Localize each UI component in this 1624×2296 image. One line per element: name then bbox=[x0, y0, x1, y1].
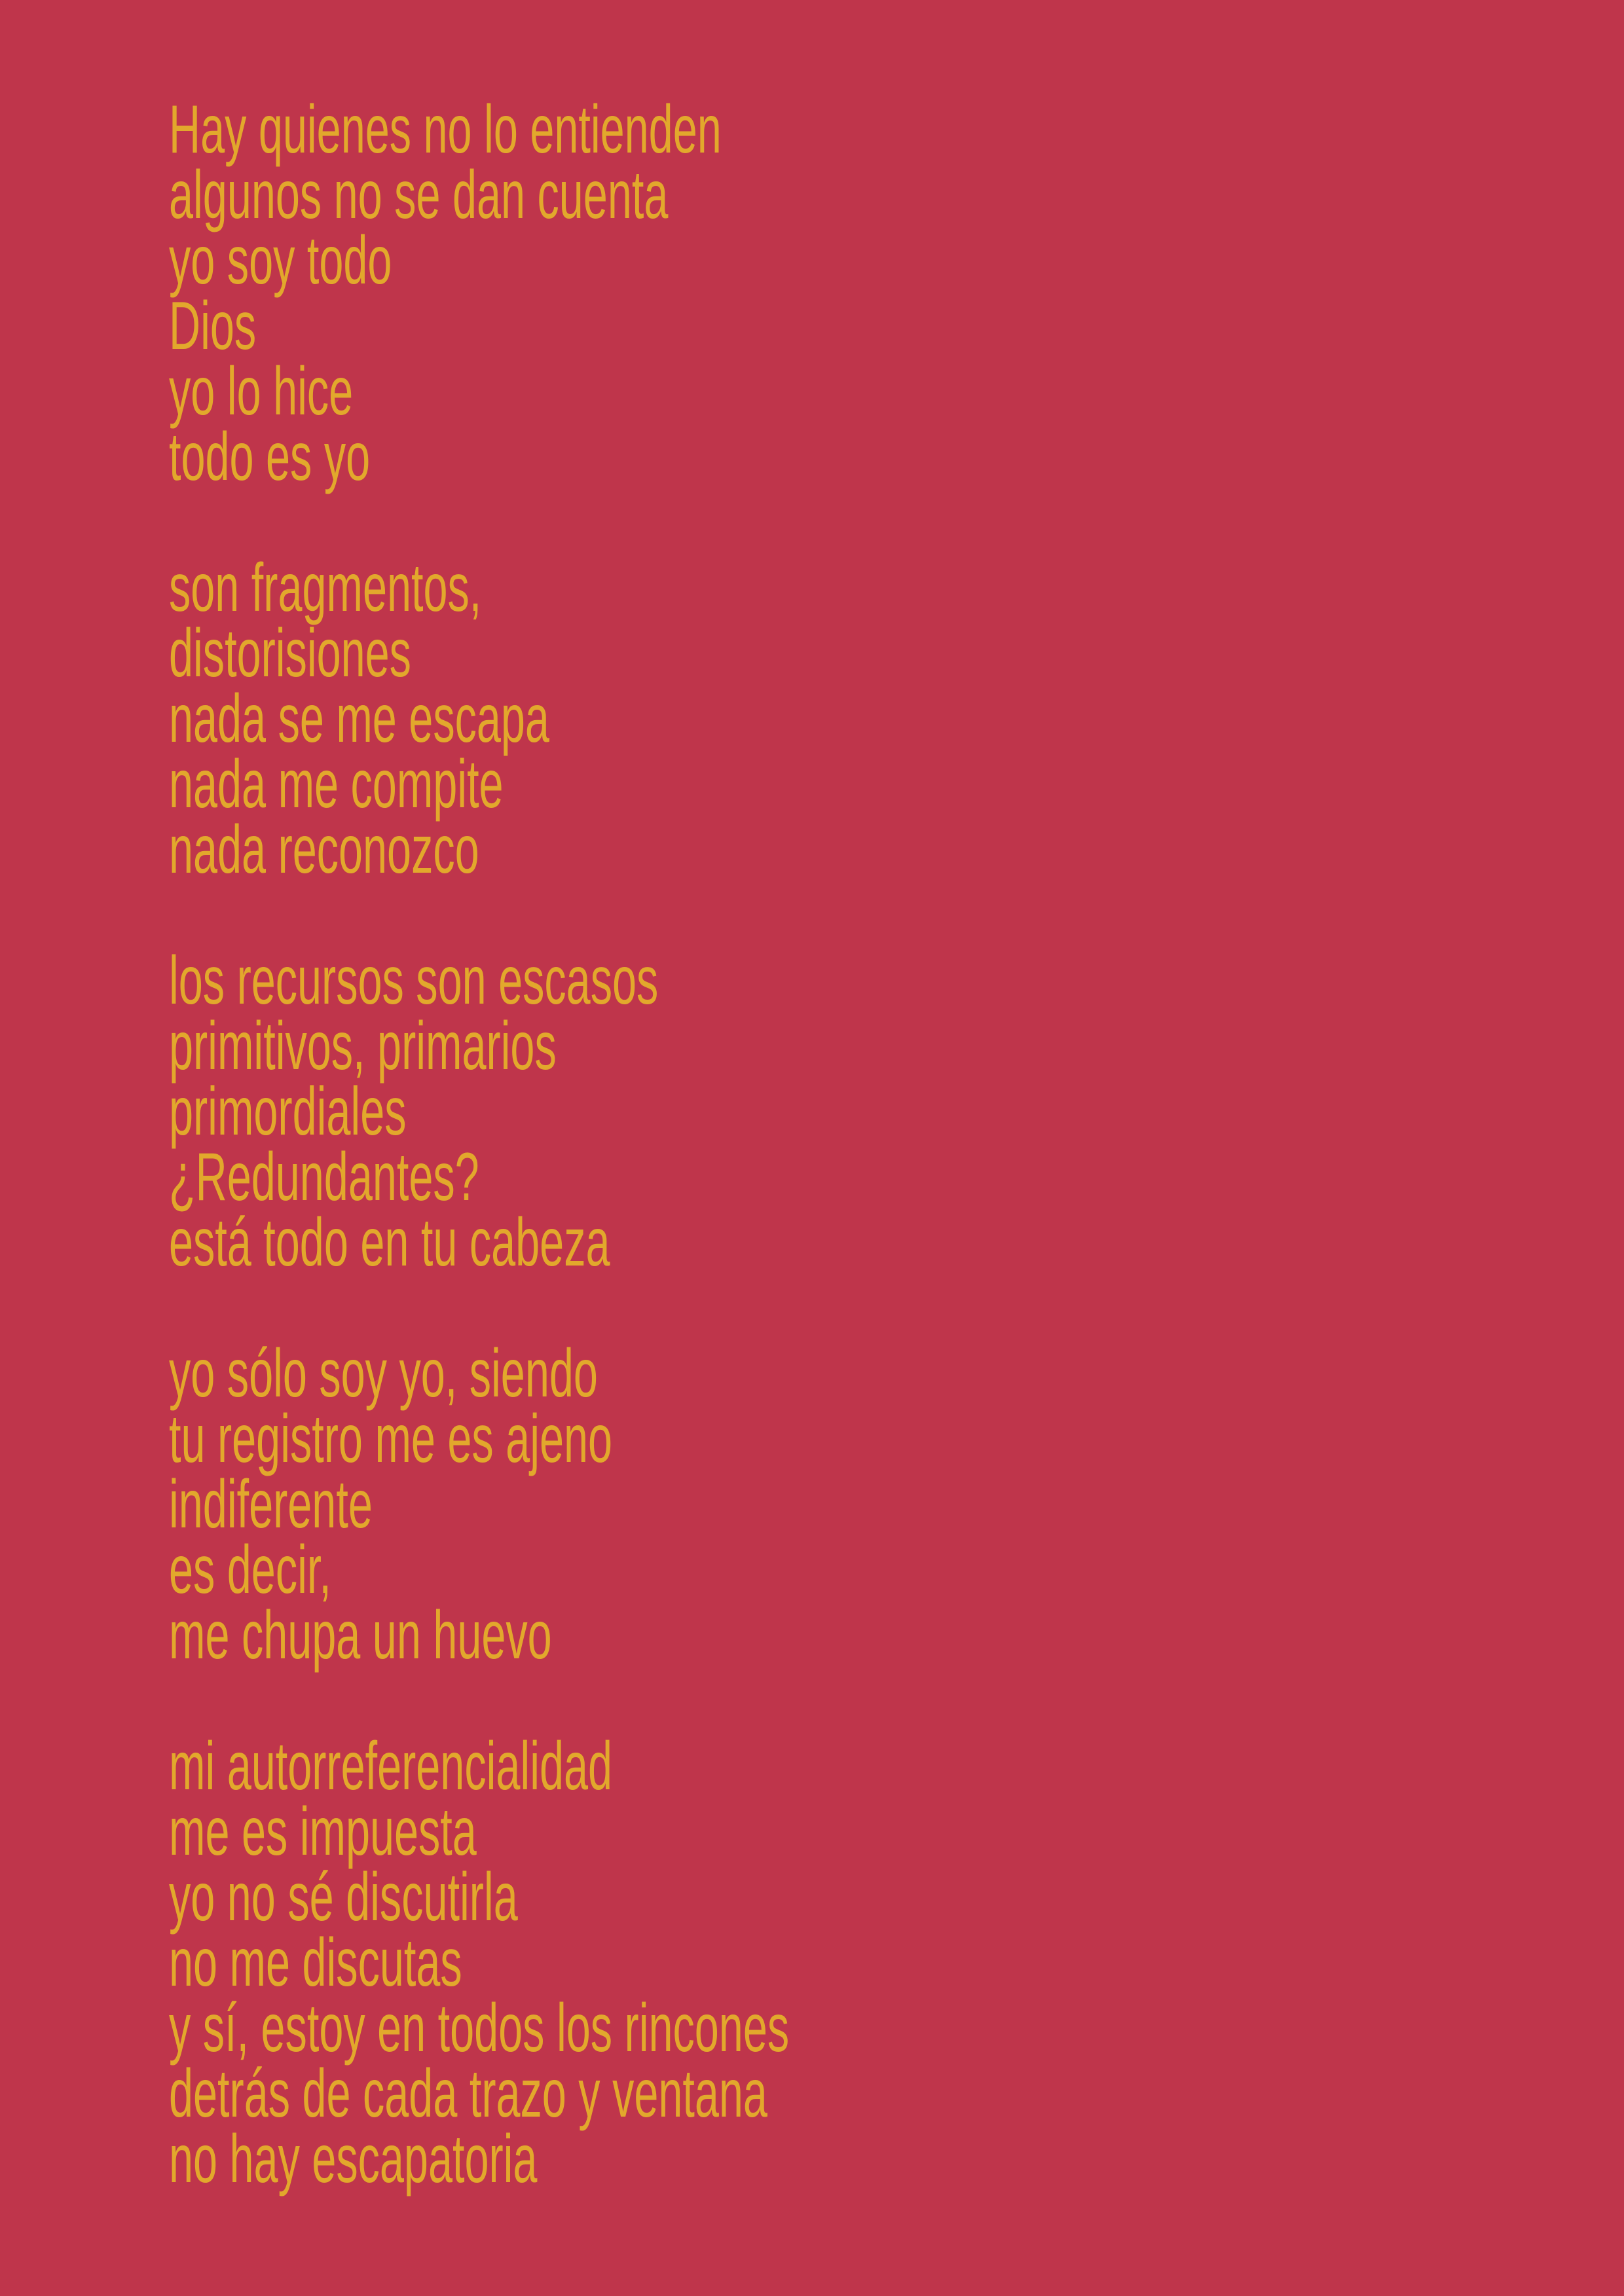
poem-line: yo sólo soy yo, siendo bbox=[169, 1336, 598, 1412]
poem-line: yo lo hice bbox=[169, 354, 354, 429]
poem-line: indiferente bbox=[169, 1467, 373, 1542]
poem-line: es decir, bbox=[169, 1532, 331, 1608]
poem-line: primordiales bbox=[169, 1074, 407, 1150]
stanza-1 bbox=[169, 92, 965, 495]
poem-line: ¿Redundantes? bbox=[169, 1139, 479, 1215]
poem-line: yo no sé discutirla bbox=[169, 1859, 518, 1935]
poem-line: mi autorreferencialidad bbox=[169, 1728, 613, 1804]
poem-line: Dios bbox=[169, 288, 257, 364]
poem-line: yo soy todo bbox=[169, 223, 392, 299]
poem-line: los recursos son escasos bbox=[169, 943, 659, 1019]
poem-line: Hay quienes no lo entienden bbox=[169, 92, 722, 168]
poem-line: son fragmentos, bbox=[169, 550, 482, 626]
poem-line: detrás de cada trazo y ventana bbox=[169, 2056, 767, 2132]
poem-line: y sí, estoy en todos los rincones bbox=[169, 1990, 790, 2066]
stanza-5 bbox=[169, 1728, 965, 2197]
poem-text bbox=[169, 92, 965, 2197]
poem-line: algunos no se dan cuenta bbox=[169, 157, 669, 233]
poem-line: no me discutas bbox=[169, 1925, 462, 2001]
stanza-4 bbox=[169, 1336, 965, 1673]
stanza-2 bbox=[169, 550, 965, 888]
poem-line: nada me compite bbox=[169, 746, 504, 822]
poem-line: me chupa un huevo bbox=[169, 1597, 552, 1673]
poem-line: me es impuesta bbox=[169, 1794, 477, 1870]
poem-line: todo es yo bbox=[169, 419, 371, 495]
stanza-3 bbox=[169, 943, 965, 1281]
poem-line: primitivos, primarios bbox=[169, 1008, 557, 1084]
poem-line: distorisiones bbox=[169, 615, 411, 691]
poem-line: nada reconozco bbox=[169, 812, 479, 888]
poem-line: tu registro me es ajeno bbox=[169, 1401, 613, 1477]
poem-line: no hay escapatoria bbox=[169, 2121, 538, 2197]
poem-line: nada se me escapa bbox=[169, 681, 549, 757]
poem-line: está todo en tu cabeza bbox=[169, 1205, 610, 1281]
